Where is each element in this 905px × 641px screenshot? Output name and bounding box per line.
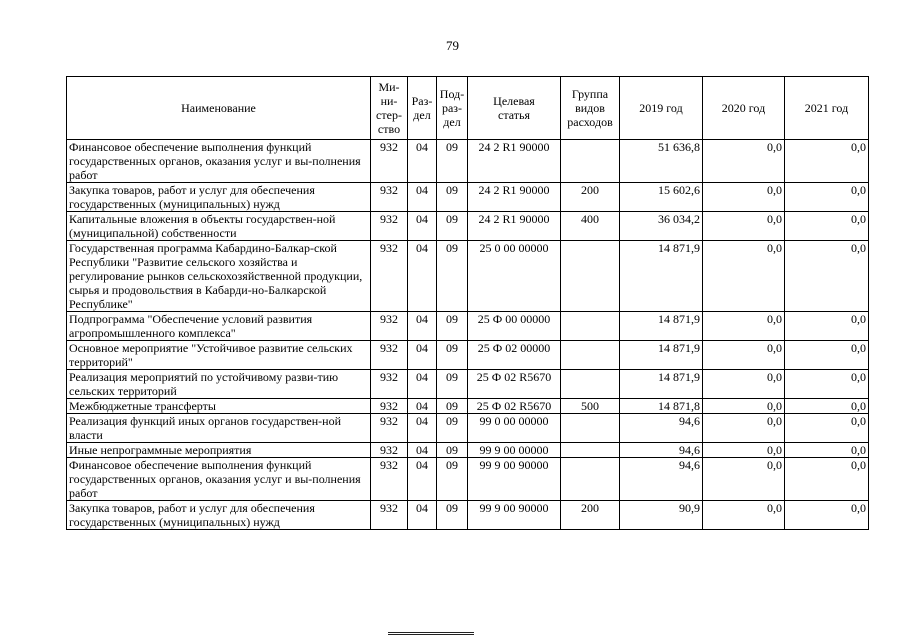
cell-2019: 15 602,6 [620,183,703,212]
cell-name: Капитальные вложения в объекты государствен-ной (муниципальной) собственности [67,212,371,241]
cell-section: 04 [408,443,437,458]
table-row [67,414,869,443]
header-name: Наименование [67,77,371,140]
cell-2019: 51 636,8 [620,140,703,183]
cell-name: Межбюджетные трансферты [67,399,371,414]
table-row [67,241,869,312]
cell-section: 04 [408,501,437,530]
cell-name: Закупка товаров, работ и услуг для обеспечения государственных (муниципальных) нужд [67,183,371,212]
cell-target: 24 2 R1 90000 [468,183,561,212]
cell-2021: 0,0 [785,312,869,341]
cell-2020: 0,0 [703,370,785,399]
cell-name: Подпрограмма "Обеспечение условий развития агропромышленного комплекса" [67,312,371,341]
budget-table [66,76,869,530]
cell-2020: 0,0 [703,312,785,341]
cell-group [561,414,620,443]
cell-target: 25 0 00 00000 [468,241,561,312]
cell-ministry: 932 [371,140,408,183]
cell-2020: 0,0 [703,241,785,312]
table-row [67,443,869,458]
cell-2021: 0,0 [785,458,869,501]
header-2020: 2020 год [703,77,785,140]
cell-ministry: 932 [371,370,408,399]
table-row [67,312,869,341]
cell-ministry: 932 [371,414,408,443]
cell-name: Финансовое обеспечение выполнения функций государственных органов, оказания услуг и вы-полнения работ [67,458,371,501]
cell-2019: 94,6 [620,414,703,443]
cell-ministry: 932 [371,312,408,341]
cell-2020: 0,0 [703,443,785,458]
cell-ministry: 932 [371,241,408,312]
cell-ministry: 932 [371,341,408,370]
cell-2020: 0,0 [703,501,785,530]
table-row [67,212,869,241]
cell-ministry: 932 [371,443,408,458]
cell-2020: 0,0 [703,341,785,370]
cell-ministry: 932 [371,458,408,501]
cell-group [561,312,620,341]
cell-subsection: 09 [437,399,468,414]
cell-2020: 0,0 [703,399,785,414]
cell-ministry: 932 [371,501,408,530]
cell-group [561,241,620,312]
cell-name: Реализация мероприятий по устойчивому разви-тию сельских территорий [67,370,371,399]
cell-2019: 14 871,9 [620,370,703,399]
cell-section: 04 [408,183,437,212]
cell-group [561,140,620,183]
cell-section: 04 [408,370,437,399]
cell-section: 04 [408,414,437,443]
header-2021: 2021 год [785,77,869,140]
cell-2019: 14 871,9 [620,241,703,312]
cell-2021: 0,0 [785,341,869,370]
cell-2021: 0,0 [785,399,869,414]
cell-group [561,443,620,458]
cell-2019: 94,6 [620,458,703,501]
header-subsection: Под- раз- дел [437,77,468,140]
cell-group [561,370,620,399]
cell-subsection: 09 [437,341,468,370]
cell-target: 25 Ф 02 00000 [468,341,561,370]
cell-2020: 0,0 [703,414,785,443]
cell-subsection: 09 [437,140,468,183]
table-row [67,399,869,414]
cell-2021: 0,0 [785,443,869,458]
cell-2020: 0,0 [703,458,785,501]
header-group: Группа видов расходов [561,77,620,140]
cell-name: Закупка товаров, работ и услуг для обеспечения государственных (муниципальных) нужд [67,501,371,530]
cell-subsection: 09 [437,501,468,530]
table-body [67,140,869,530]
cell-subsection: 09 [437,183,468,212]
cell-target: 25 Ф 02 R5670 [468,399,561,414]
cell-2019: 14 871,8 [620,399,703,414]
cell-section: 04 [408,341,437,370]
table-row [67,370,869,399]
cell-2019: 90,9 [620,501,703,530]
cell-ministry: 932 [371,212,408,241]
cell-ministry: 932 [371,399,408,414]
cell-target: 24 2 R1 90000 [468,212,561,241]
table-row [67,183,869,212]
cell-section: 04 [408,458,437,501]
table-row [67,341,869,370]
cell-section: 04 [408,312,437,341]
cell-section: 04 [408,399,437,414]
header-target: Целевая статья [468,77,561,140]
cell-2019: 94,6 [620,443,703,458]
cell-target: 25 Ф 02 R5670 [468,370,561,399]
cell-2021: 0,0 [785,414,869,443]
cell-2021: 0,0 [785,183,869,212]
cell-section: 04 [408,212,437,241]
table-row [67,501,869,530]
table-row [67,458,869,501]
cell-target: 24 2 R1 90000 [468,140,561,183]
cell-name: Иные непрограммные мероприятия [67,443,371,458]
cell-group [561,341,620,370]
cell-name: Реализация функций иных органов государствен-ной власти [67,414,371,443]
cell-subsection: 09 [437,312,468,341]
cell-2020: 0,0 [703,183,785,212]
cell-subsection: 09 [437,443,468,458]
cell-2021: 0,0 [785,501,869,530]
table-header-row [67,77,869,140]
cell-target: 25 Ф 00 00000 [468,312,561,341]
cell-subsection: 09 [437,241,468,312]
cell-2019: 14 871,9 [620,341,703,370]
cell-2021: 0,0 [785,212,869,241]
cell-ministry: 932 [371,183,408,212]
cell-2019: 36 034,2 [620,212,703,241]
cell-2021: 0,0 [785,140,869,183]
cell-2021: 0,0 [785,370,869,399]
cell-2020: 0,0 [703,140,785,183]
cell-name: Государственная программа Кабардино-Балкар-ской Республики "Развитие сельского хозяйства и регулирование рынков сельскохозяйственной продукции, сырья и продовольствия в Кабарди-но-Балкарской Республике" [67,241,371,312]
cell-group: 400 [561,212,620,241]
cell-2020: 0,0 [703,212,785,241]
page-number: 79 [446,38,459,53]
cell-group: 200 [561,501,620,530]
cell-group [561,458,620,501]
cell-target: 99 0 00 00000 [468,414,561,443]
cell-target: 99 9 00 00000 [468,443,561,458]
cell-subsection: 09 [437,458,468,501]
cell-name: Финансовое обеспечение выполнения функций государственных органов, оказания услуг и вы-полнения работ [67,140,371,183]
cell-target: 99 9 00 90000 [468,501,561,530]
header-ministry: Ми- ни- стер- ство [371,77,408,140]
table-row [67,140,869,183]
cell-2021: 0,0 [785,241,869,312]
header-2019: 2019 год [620,77,703,140]
cell-section: 04 [408,241,437,312]
cell-section: 04 [408,140,437,183]
cell-2019: 14 871,9 [620,312,703,341]
cell-subsection: 09 [437,370,468,399]
cell-subsection: 09 [437,414,468,443]
header-section: Раз- дел [408,77,437,140]
cell-name: Основное мероприятие "Устойчивое развитие сельских территорий" [67,341,371,370]
cell-target: 99 9 00 90000 [468,458,561,501]
cell-group: 500 [561,399,620,414]
cell-subsection: 09 [437,212,468,241]
cell-group: 200 [561,183,620,212]
